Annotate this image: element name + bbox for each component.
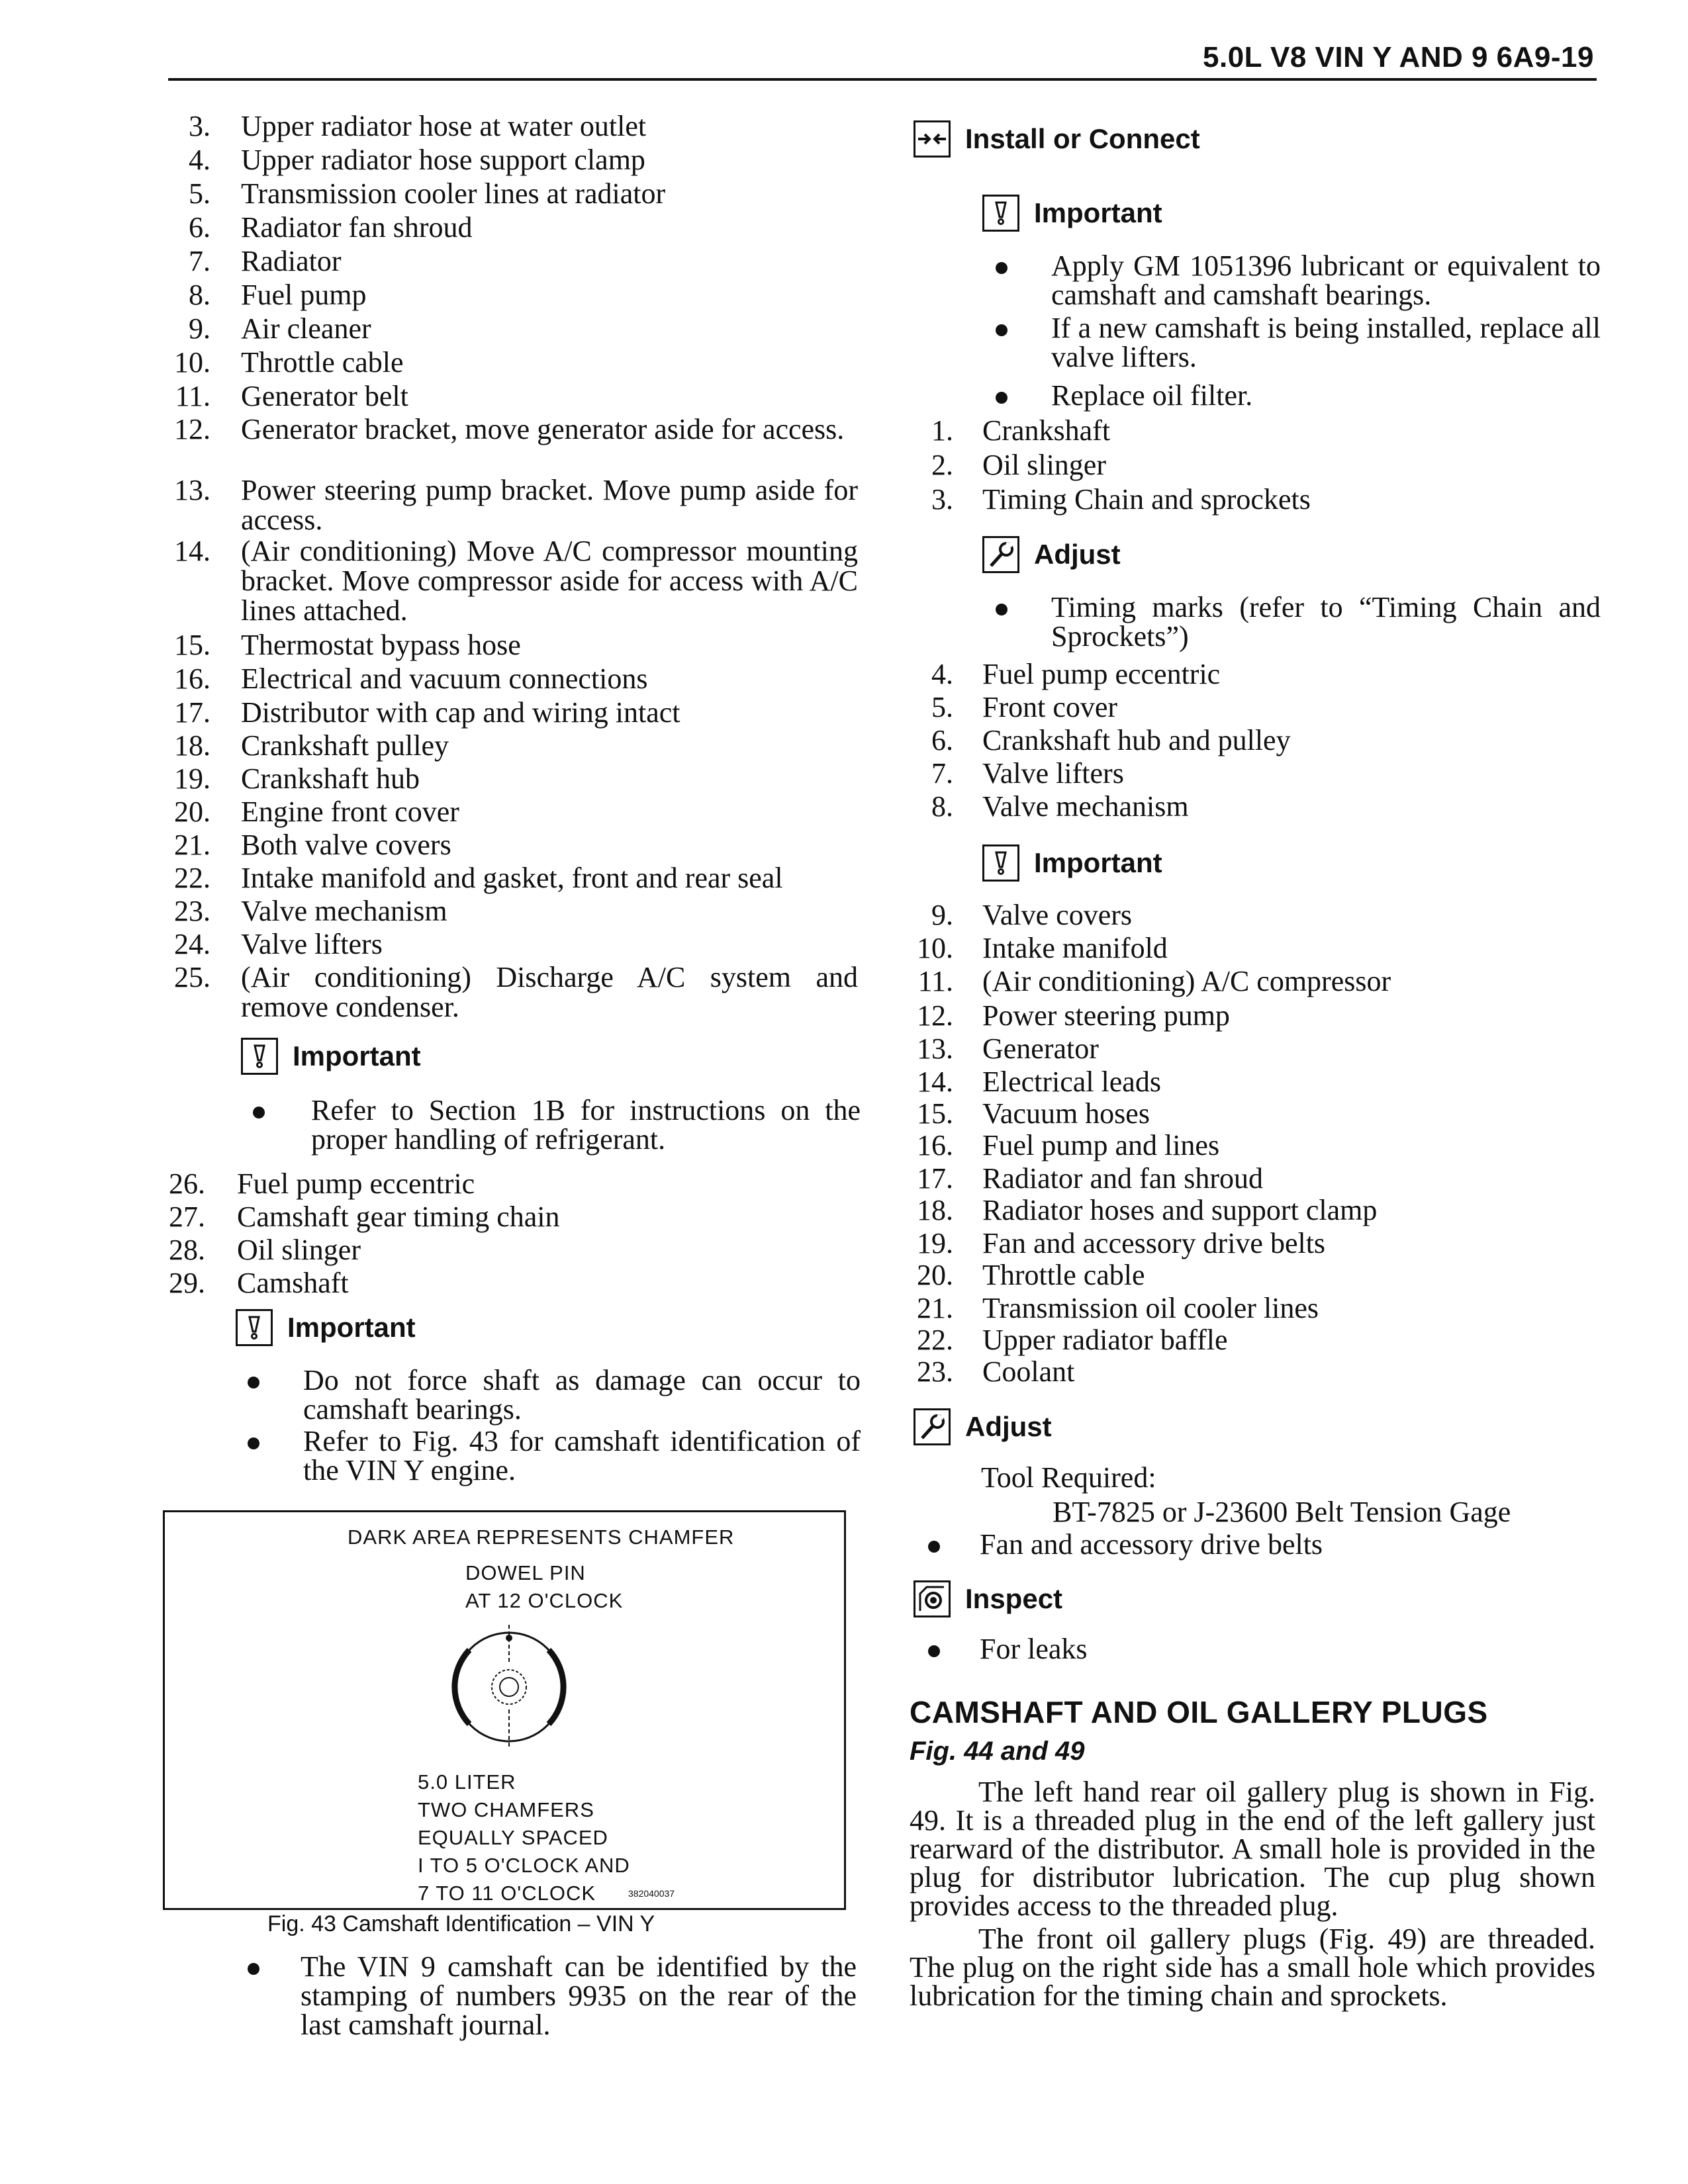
step-text: Intake manifold and gasket, front and rear seal — [241, 862, 783, 894]
step-text: Fuel pump eccentric — [237, 1167, 475, 1200]
tool-required-label: Tool Required: — [981, 1461, 1156, 1494]
bullet-text: The VIN 9 camshaft can be identified by the stamping of numbers 9935 on the rear of the last camshaft journal. — [301, 1950, 857, 2041]
callout-label: Install or Connect — [965, 123, 1200, 154]
step-number: 11. — [175, 380, 211, 412]
bullet-icon — [248, 1963, 259, 1975]
figure-code: 382040037 — [628, 1888, 675, 1899]
header-rule — [168, 78, 1597, 81]
step-text: Generator — [982, 1032, 1099, 1065]
inspect-icon — [914, 1580, 951, 1617]
step-number: 17. — [917, 1162, 953, 1195]
adjust-icon — [982, 536, 1019, 573]
callout-label: Important — [287, 1312, 416, 1343]
bullet-text: For leaks — [980, 1633, 1088, 1665]
camshaft-end-diagram — [443, 1621, 575, 1753]
step-text: Radiator — [241, 245, 342, 277]
step-text: Valve lifters — [982, 757, 1124, 790]
step-text: Electrical and vacuum connections — [241, 662, 648, 695]
step-text: Crankshaft hub and pulley — [982, 724, 1291, 756]
step-text: (Air conditioning) Move A/C compressor mounting bracket. Move compressor aside for access with A/C lines attached. — [241, 535, 858, 627]
bullet-text: Timing marks (refer to “Timing Chain and Sprockets”) — [1051, 591, 1601, 653]
important-callout-1 — [241, 1038, 421, 1075]
step-number: 3. — [189, 110, 211, 142]
step-text: Thermostat bypass hose — [241, 629, 521, 661]
step-number: 22. — [917, 1324, 953, 1356]
step-text: Crankshaft hub — [241, 762, 420, 795]
step-number: 21. — [917, 1292, 953, 1324]
step-text: Intake manifold — [982, 932, 1168, 964]
step-text: Power steering pump — [982, 999, 1230, 1032]
figure-dowel-label: DOWEL PIN — [465, 1561, 586, 1584]
figure-dowel-position: AT 12 O'CLOCK — [465, 1589, 624, 1612]
figure-chamfer-label: DARK AREA REPRESENTS CHAMFER — [348, 1525, 735, 1549]
step-text: Throttle cable — [241, 346, 404, 379]
step-number: 16. — [174, 662, 211, 695]
bullet-icon — [996, 324, 1008, 336]
step-number: 22. — [174, 862, 211, 894]
step-text: Fan and accessory drive belts — [982, 1227, 1326, 1259]
step-number: 26. — [169, 1167, 205, 1200]
step-number: 23. — [917, 1355, 953, 1388]
page-header: 5.0L V8 VIN Y AND 9 6A9-19 — [1203, 41, 1594, 73]
step-text: Fuel pump eccentric — [982, 658, 1221, 690]
figure-43-caption: Fig. 43 Camshaft Identification – VIN Y — [267, 1911, 655, 1936]
figure-spec-line: 7 TO 11 O'CLOCK — [418, 1882, 596, 1905]
step-text: Front cover — [982, 691, 1118, 723]
step-number: 12. — [917, 999, 953, 1032]
step-number: 28. — [169, 1234, 205, 1266]
step-number: 17. — [174, 696, 211, 729]
step-number: 6. — [931, 724, 953, 756]
step-text: Distributor with cap and wiring intact — [241, 696, 680, 729]
step-number: 5. — [189, 177, 211, 210]
important-callout-3 — [982, 195, 1162, 232]
adjust-icon — [914, 1408, 951, 1445]
step-number: 1. — [931, 414, 953, 447]
step-number: 14. — [174, 535, 211, 567]
important-icon — [236, 1309, 273, 1346]
step-text: (Air conditioning) Discharge A/C system and remove condenser. — [241, 961, 858, 1023]
important-icon — [982, 195, 1019, 232]
step-text: Valve mechanism — [241, 895, 447, 927]
bullet-icon — [928, 1541, 940, 1553]
step-number: 9. — [931, 899, 953, 931]
step-text: Power steering pump bracket. Move pump aside for access. — [241, 474, 858, 536]
step-text: Transmission cooler lines at radiator — [241, 177, 666, 210]
step-number: 8. — [931, 790, 953, 823]
step-number: 13. — [917, 1032, 953, 1065]
bullet-text: Refer to Section 1B for instructions on the proper handling of refrigerant. — [311, 1094, 861, 1156]
callout-label: Important — [1034, 197, 1162, 228]
bullet-icon — [996, 604, 1008, 615]
figure-spec-line: EQUALLY SPACED — [418, 1826, 608, 1849]
paragraph-1: The left hand rear oil gallery plug is shown in Fig. 49. It is a threaded plug in the end of the left gallery just rearward of the distributor. A small hole is provided in the plug for distributor lubrication. The cup plug shown provides access to the threaded plug. — [910, 1776, 1595, 1922]
install-callout — [914, 120, 1200, 158]
bullet-icon — [996, 392, 1008, 404]
bullet-icon — [928, 1645, 940, 1657]
callout-label: Adjust — [1034, 539, 1121, 570]
step-text: Vacuum hoses — [982, 1097, 1150, 1130]
step-text: Throttle cable — [982, 1259, 1145, 1291]
step-number: 11. — [917, 965, 953, 997]
step-number: 19. — [917, 1227, 953, 1259]
section-title: CAMSHAFT AND OIL GALLERY PLUGS — [910, 1695, 1488, 1729]
step-text: Timing Chain and sprockets — [982, 483, 1311, 516]
step-number: 6. — [189, 211, 211, 244]
step-number: 29. — [169, 1267, 205, 1299]
callout-label: Adjust — [965, 1411, 1052, 1442]
step-number: 9. — [189, 312, 211, 345]
bullet-icon — [248, 1377, 259, 1388]
step-text: Electrical leads — [982, 1066, 1161, 1098]
step-number: 8. — [189, 279, 211, 311]
step-text: Air cleaner — [241, 312, 371, 345]
step-text: Upper radiator baffle — [982, 1324, 1228, 1356]
step-text: Oil slinger — [982, 449, 1106, 481]
step-text: Fuel pump and lines — [982, 1129, 1220, 1161]
step-number: 25. — [174, 961, 211, 993]
step-number: 12. — [174, 413, 211, 445]
step-number: 19. — [174, 762, 211, 795]
step-text: Crankshaft pulley — [241, 729, 449, 762]
bullet-icon — [996, 262, 1008, 274]
step-number: 7. — [931, 757, 953, 790]
step-number: 2. — [931, 449, 953, 481]
step-text: Radiator hoses and support clamp — [982, 1194, 1378, 1226]
step-number: 20. — [917, 1259, 953, 1291]
step-text: Oil slinger — [237, 1234, 361, 1266]
step-number: 18. — [917, 1194, 953, 1226]
figure-spec-line: 5.0 LITER — [418, 1770, 516, 1794]
bullet-text: Do not force shaft as damage can occur to camshaft bearings. — [303, 1364, 861, 1426]
important-icon — [982, 844, 1019, 882]
step-number: 13. — [174, 474, 211, 506]
step-text: Engine front cover — [241, 796, 459, 828]
callout-label: Inspect — [965, 1583, 1063, 1614]
step-text: Camshaft gear timing chain — [237, 1201, 560, 1233]
figure-43 — [163, 1510, 846, 1910]
section-subtitle: Fig. 44 and 49 — [910, 1737, 1085, 1766]
tool-name: BT-7825 or J-23600 Belt Tension Gage — [1053, 1496, 1511, 1528]
inspect-callout — [914, 1580, 1062, 1617]
step-number: 18. — [174, 729, 211, 762]
step-number: 4. — [931, 658, 953, 690]
bullet-text: Fan and accessory drive belts — [980, 1528, 1323, 1561]
step-text: (Air conditioning) A/C compressor — [982, 965, 1391, 997]
step-text: Upper radiator hose at water outlet — [241, 110, 647, 142]
install-icon — [914, 120, 951, 158]
figure-spec-line: TWO CHAMFERS — [418, 1798, 594, 1821]
step-number: 16. — [917, 1129, 953, 1161]
step-text: Valve mechanism — [982, 790, 1189, 823]
important-icon — [241, 1038, 278, 1075]
step-number: 7. — [189, 245, 211, 277]
step-number: 24. — [174, 928, 211, 960]
step-text: Fuel pump — [241, 279, 367, 311]
step-number: 21. — [174, 829, 211, 861]
step-text: Upper radiator hose support clamp — [241, 144, 645, 176]
important-callout-2 — [236, 1309, 416, 1346]
step-text: Transmission oil cooler lines — [982, 1292, 1319, 1324]
callout-label: Important — [293, 1040, 421, 1071]
step-text: Radiator and fan shroud — [982, 1162, 1263, 1195]
step-number: 15. — [917, 1097, 953, 1130]
adjust-callout-2 — [914, 1408, 1052, 1445]
step-number: 3. — [931, 483, 953, 516]
adjust-callout-1 — [982, 536, 1121, 573]
step-number: 10. — [917, 932, 953, 964]
step-text: Camshaft — [237, 1267, 349, 1299]
figure-spec-line: I TO 5 O'CLOCK AND — [418, 1854, 630, 1877]
step-text: Valve covers — [982, 899, 1133, 931]
bullet-text: Refer to Fig. 43 for camshaft identification of the VIN Y engine. — [303, 1425, 861, 1486]
bullet-text: Replace oil filter. — [1051, 379, 1253, 412]
step-number: 4. — [189, 144, 211, 176]
callout-label: Important — [1034, 847, 1162, 878]
step-number: 10. — [174, 346, 211, 379]
step-number: 15. — [174, 629, 211, 661]
step-text: Both valve covers — [241, 829, 451, 861]
bullet-icon — [253, 1107, 265, 1118]
step-number: 27. — [169, 1201, 205, 1233]
step-number: 23. — [174, 895, 211, 927]
step-number: 14. — [917, 1066, 953, 1098]
bullet-text: Apply GM 1051396 lubricant or equivalent to camshaft and camshaft bearings. — [1051, 250, 1601, 311]
step-text: Generator belt — [241, 380, 408, 412]
step-text: Crankshaft — [982, 414, 1111, 447]
paragraph-2: The front oil gallery plugs (Fig. 49) are threaded. The plug on the right side has a small hole which provides lubrication for the timing chain and sprockets. — [910, 1923, 1595, 2012]
step-text: Generator bracket, move generator aside for access. — [241, 413, 845, 445]
important-callout-4 — [982, 844, 1162, 882]
step-text: Radiator fan shroud — [241, 211, 473, 244]
step-text: Coolant — [982, 1355, 1075, 1388]
step-number: 5. — [931, 691, 953, 723]
bullet-text: If a new camshaft is being installed, replace all valve lifters. — [1051, 312, 1601, 373]
step-text: Valve lifters — [241, 928, 383, 960]
bullet-icon — [248, 1437, 259, 1449]
step-number: 20. — [174, 796, 211, 828]
